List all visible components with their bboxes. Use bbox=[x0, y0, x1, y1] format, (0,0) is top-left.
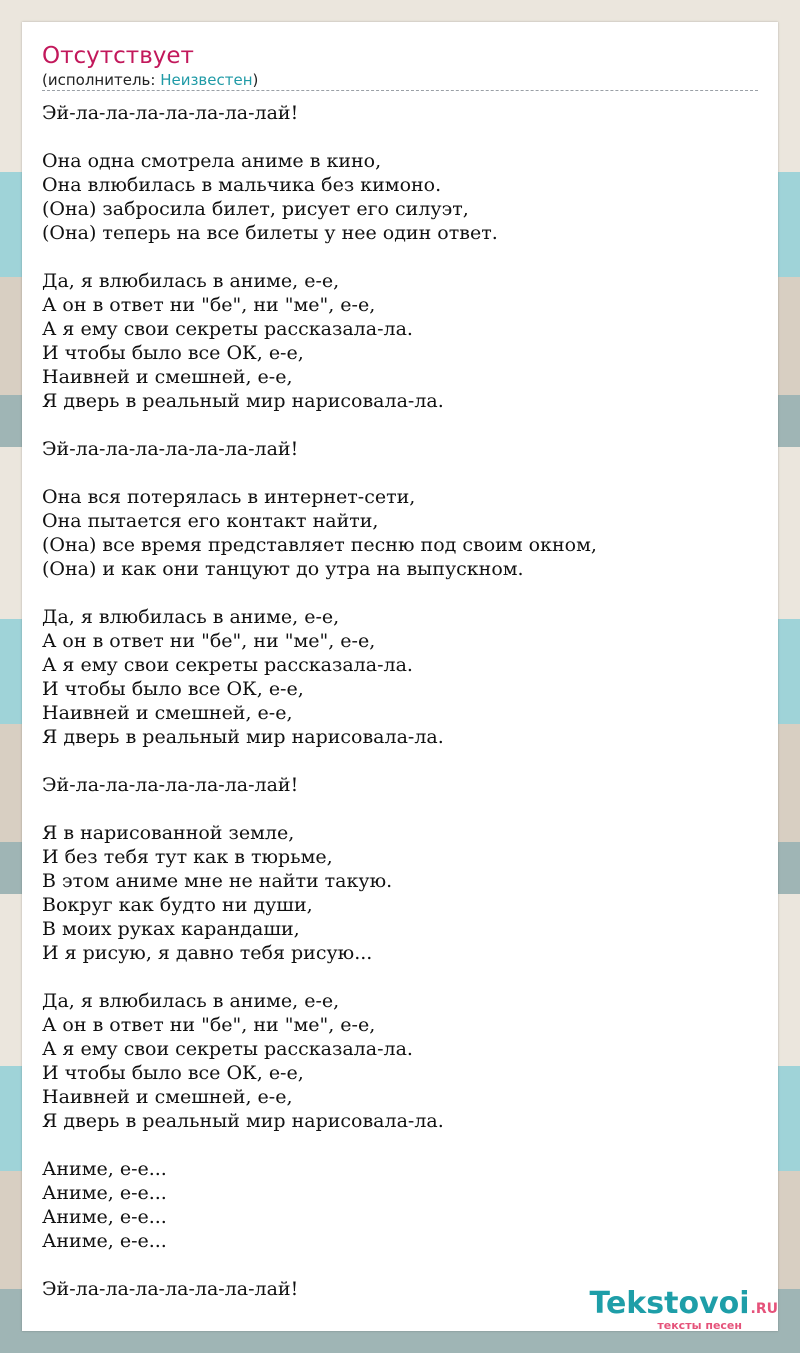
song-title: Отсутствует bbox=[42, 43, 194, 69]
stanza-break bbox=[42, 461, 762, 485]
lyric-line: Аниме, е-е... bbox=[42, 1158, 167, 1180]
lyric-line: И чтобы было все ОК, е-е, bbox=[42, 1062, 304, 1084]
lyric-line: Вокруг как будто ни души, bbox=[42, 894, 313, 916]
lyric-line: Я дверь в реальный мир нарисовала-ла. bbox=[42, 1110, 444, 1132]
lyric-line: И я рисую, я давно тебя рисую... bbox=[42, 942, 373, 964]
lyric-line: А он в ответ ни "бе", ни "ме", е-е, bbox=[42, 630, 376, 652]
lyric-line: А он в ответ ни "бе", ни "ме", е-е, bbox=[42, 1014, 376, 1036]
lyric-line: И чтобы было все ОК, е-е, bbox=[42, 678, 304, 700]
lyric-line: Да, я влюбилась в аниме, е-е, bbox=[42, 990, 340, 1012]
stanza-break bbox=[42, 797, 762, 821]
performer-prefix: (исполнитель: bbox=[42, 71, 161, 89]
lyric-line: Аниме, е-е... bbox=[42, 1230, 167, 1252]
lyric-line: Эй-ла-ла-ла-ла-ла-ла-лай! bbox=[42, 774, 299, 796]
lyric-line: Наивней и смешней, е-е, bbox=[42, 1086, 293, 1108]
lyric-line: (Она) все время представляет песню под своим окном, bbox=[42, 534, 597, 556]
lyric-line: Аниме, е-е... bbox=[42, 1182, 167, 1204]
lyric-line: А он в ответ ни "бе", ни "ме", е-е, bbox=[42, 294, 376, 316]
lyric-line: А я ему свои секреты рассказала-ла. bbox=[42, 1038, 413, 1060]
stanza-break bbox=[42, 245, 762, 269]
lyric-line: Она влюбилась в мальчика без кимоно. bbox=[42, 174, 442, 196]
stanza-break bbox=[42, 125, 762, 149]
lyric-line: Она пытается его контакт найти, bbox=[42, 510, 379, 532]
lyric-line: Я дверь в реальный мир нарисовала-ла. bbox=[42, 726, 444, 748]
lyric-line: Эй-ла-ла-ла-ла-ла-ла-лай! bbox=[42, 102, 299, 124]
lyric-line: А я ему свои секреты рассказала-ла. bbox=[42, 654, 413, 676]
stanza-break bbox=[42, 413, 762, 437]
lyric-line: Эй-ла-ла-ла-ла-ла-ла-лай! bbox=[42, 1278, 299, 1300]
lyric-line: А я ему свои секреты рассказала-ла. bbox=[42, 318, 413, 340]
lyric-line: И без тебя тут как в тюрьме, bbox=[42, 846, 333, 868]
performer-line bbox=[42, 71, 258, 89]
lyric-line: (Она) теперь на все билеты у нее один ответ. bbox=[42, 222, 498, 244]
lyric-line: И чтобы было все ОК, е-е, bbox=[42, 342, 304, 364]
stanza-break bbox=[42, 1133, 762, 1157]
lyric-line: Она одна смотрела аниме в кино, bbox=[42, 150, 382, 172]
lyrics-text bbox=[42, 101, 762, 1301]
lyric-line: Наивней и смешней, е-е, bbox=[42, 702, 293, 724]
tekstovoi-logo[interactable] bbox=[568, 1288, 778, 1332]
lyric-line: (Она) забросила билет, рисует его силуэт, bbox=[42, 198, 469, 220]
lyric-line: В моих руках карандаши, bbox=[42, 918, 300, 940]
lyric-line: Она вся потерялась в интернет-сети, bbox=[42, 486, 416, 508]
stanza-break bbox=[42, 581, 762, 605]
lyrics-card bbox=[22, 22, 778, 1331]
stanza-break bbox=[42, 749, 762, 773]
logo-tagline: тексты песен bbox=[657, 1319, 742, 1332]
performer-suffix: ) bbox=[252, 71, 259, 89]
logo-tld: .RU bbox=[750, 1301, 778, 1317]
title-divider bbox=[42, 90, 758, 91]
lyric-line: Наивней и смешней, е-е, bbox=[42, 366, 293, 388]
lyric-line: Эй-ла-ла-ла-ла-ла-ла-лай! bbox=[42, 438, 299, 460]
lyric-line: В этом аниме мне не найти такую. bbox=[42, 870, 393, 892]
lyric-line: Аниме, е-е... bbox=[42, 1206, 167, 1228]
stanza-break bbox=[42, 1253, 762, 1277]
performer-link[interactable]: Неизвестен bbox=[160, 71, 253, 89]
lyric-line: Я дверь в реальный мир нарисовала-ла. bbox=[42, 390, 444, 412]
lyric-line: Да, я влюбилась в аниме, е-е, bbox=[42, 270, 340, 292]
stanza-break bbox=[42, 965, 762, 989]
lyric-line: (Она) и как они танцуют до утра на выпускном. bbox=[42, 558, 524, 580]
lyric-line: Я в нарисованной земле, bbox=[42, 822, 295, 844]
logo-name: Tekstovoi bbox=[589, 1286, 750, 1321]
lyric-line: Да, я влюбилась в аниме, е-е, bbox=[42, 606, 340, 628]
